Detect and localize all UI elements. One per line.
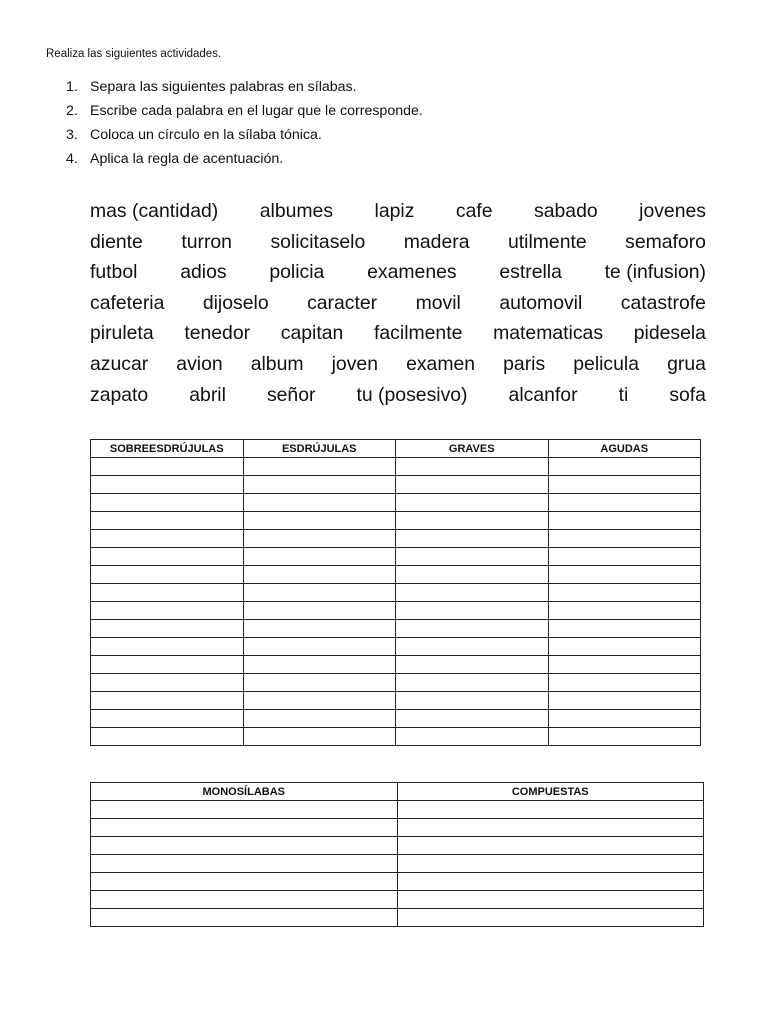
instructions-list — [66, 77, 423, 173]
table-header-row — [91, 783, 704, 801]
table-cell[interactable] — [91, 566, 244, 584]
word: azucar — [90, 352, 149, 375]
intro-text: Realiza las siguientes actividades. — [46, 48, 222, 60]
word: matematicas — [493, 322, 604, 345]
table-cell[interactable] — [91, 855, 398, 873]
table-cell[interactable] — [396, 458, 549, 476]
table-row — [91, 837, 704, 855]
table-cell[interactable] — [91, 494, 244, 512]
table-row — [91, 656, 701, 674]
word: tenedor — [184, 322, 251, 345]
table-cell[interactable] — [243, 656, 396, 674]
table-cell[interactable] — [548, 728, 701, 746]
table-cell[interactable] — [548, 692, 701, 710]
table-cell[interactable] — [91, 548, 244, 566]
word: grua — [667, 352, 706, 375]
table-cell[interactable] — [397, 837, 704, 855]
table-cell[interactable] — [548, 530, 701, 548]
instruction-item — [66, 77, 423, 101]
table-cell[interactable] — [397, 819, 704, 837]
word: cafe — [455, 200, 493, 222]
word: diente — [90, 230, 143, 253]
table-row — [91, 638, 701, 656]
table-cell[interactable] — [396, 692, 549, 710]
table-cell[interactable] — [91, 620, 244, 638]
word: sofa — [669, 383, 706, 406]
header-sobreesdrujulas: SOBREESDRÚJULAS — [91, 440, 244, 458]
table-cell[interactable] — [548, 584, 701, 602]
table-row — [91, 728, 701, 746]
word: examen — [406, 352, 476, 375]
table-cell[interactable] — [548, 620, 701, 638]
word: te (infusion) — [604, 261, 706, 284]
table-row — [91, 548, 701, 566]
table-row — [91, 855, 704, 873]
word: zapato — [90, 383, 149, 406]
instruction-text: Coloca un círculo en la sílaba tónica. — [90, 127, 322, 143]
table-cell[interactable] — [91, 837, 398, 855]
word: dijoselo — [202, 291, 269, 314]
word: albumes — [259, 200, 334, 222]
table-cell[interactable] — [91, 873, 398, 891]
table-cell[interactable] — [548, 476, 701, 494]
table-cell[interactable] — [243, 494, 396, 512]
word: paris — [503, 352, 546, 375]
word: automovil — [499, 291, 583, 314]
word: lapiz — [374, 200, 415, 222]
word: pidesela — [633, 322, 706, 345]
table-cell[interactable] — [91, 728, 244, 746]
header-monosilabas: MONOSÍLABAS — [91, 783, 398, 801]
table-cell[interactable] — [548, 548, 701, 566]
word-row — [90, 196, 706, 227]
table-cell[interactable] — [91, 584, 244, 602]
table-cell[interactable] — [396, 548, 549, 566]
word: movil — [415, 291, 461, 314]
table-cell[interactable] — [91, 909, 398, 927]
word: cafeteria — [90, 291, 165, 314]
table-cell[interactable] — [548, 674, 701, 692]
table-cell[interactable] — [91, 638, 244, 656]
table-cell[interactable] — [548, 494, 701, 512]
table-cell[interactable] — [91, 458, 244, 476]
word-row — [90, 288, 706, 319]
word: policia — [269, 261, 325, 284]
word: solicitaselo — [270, 230, 366, 253]
word: alcanfor — [508, 383, 578, 406]
word: examenes — [367, 261, 457, 284]
word-row — [90, 227, 706, 258]
word: album — [250, 352, 304, 375]
table-row — [91, 891, 704, 909]
table-cell[interactable] — [396, 476, 549, 494]
word: utilmente — [507, 230, 587, 253]
word-row — [90, 257, 706, 288]
word: estrella — [499, 261, 562, 284]
table-cell[interactable] — [243, 674, 396, 692]
header-agudas: AGUDAS — [548, 440, 701, 458]
word: facilmente — [374, 322, 463, 345]
table-cell[interactable] — [548, 638, 701, 656]
table-cell[interactable] — [548, 602, 701, 620]
table-cell[interactable] — [243, 620, 396, 638]
table-cell[interactable] — [396, 494, 549, 512]
table-cell[interactable] — [396, 512, 549, 530]
table-cell[interactable] — [243, 530, 396, 548]
table-cell[interactable] — [243, 710, 396, 728]
table-cell[interactable] — [396, 584, 549, 602]
table-row — [91, 620, 701, 638]
table-cell[interactable] — [397, 909, 704, 927]
word: señor — [266, 383, 316, 406]
word: mas (cantidad) — [90, 200, 219, 222]
table-cell[interactable] — [91, 476, 244, 494]
table-cell[interactable] — [243, 692, 396, 710]
table-cell[interactable] — [91, 819, 398, 837]
table-cell[interactable] — [396, 638, 549, 656]
table-cell[interactable] — [243, 638, 396, 656]
word-row — [90, 380, 706, 411]
instruction-text: Separa las siguientes palabras en sílabas. — [90, 79, 357, 95]
table-cell[interactable] — [91, 530, 244, 548]
table-row — [91, 909, 704, 927]
table-cell[interactable] — [91, 891, 398, 909]
word: caracter — [307, 291, 378, 314]
table-cell[interactable] — [243, 584, 396, 602]
table-header-row — [91, 440, 701, 458]
table-cell[interactable] — [91, 512, 244, 530]
table-row — [91, 873, 704, 891]
word-row — [90, 318, 706, 349]
table-cell[interactable] — [91, 801, 398, 819]
table-cell[interactable] — [396, 530, 549, 548]
word: madera — [403, 230, 470, 253]
table-cell[interactable] — [91, 692, 244, 710]
word: capitan — [280, 322, 344, 345]
word: semaforo — [625, 230, 706, 253]
table-row — [91, 710, 701, 728]
word: catastrofe — [620, 291, 706, 314]
table-cell[interactable] — [243, 548, 396, 566]
table-cell[interactable] — [396, 602, 549, 620]
header-compuestas: COMPUESTAS — [397, 783, 704, 801]
monosyllable-compound-table — [90, 782, 704, 927]
table-row — [91, 674, 701, 692]
table-cell[interactable] — [243, 728, 396, 746]
table-row — [91, 819, 704, 837]
instruction-item — [66, 101, 423, 125]
instruction-number: 4. — [66, 151, 78, 167]
table-cell[interactable] — [243, 602, 396, 620]
table-cell[interactable] — [243, 458, 396, 476]
instruction-item — [66, 149, 423, 173]
table-cell[interactable] — [243, 566, 396, 584]
table-row — [91, 801, 704, 819]
table-cell[interactable] — [91, 656, 244, 674]
word-list — [90, 196, 706, 410]
table-row — [91, 692, 701, 710]
table-row — [91, 458, 701, 476]
table-row — [91, 476, 701, 494]
word: futbol — [90, 261, 138, 284]
table-cell[interactable] — [548, 710, 701, 728]
instruction-text: Aplica la regla de acentuación. — [90, 151, 284, 167]
table-cell[interactable] — [397, 891, 704, 909]
table-cell[interactable] — [91, 674, 244, 692]
table-row — [91, 566, 701, 584]
table-cell[interactable] — [397, 801, 704, 819]
word: piruleta — [90, 322, 154, 345]
table-cell[interactable] — [397, 873, 704, 891]
header-graves: GRAVES — [396, 440, 549, 458]
table-cell[interactable] — [396, 674, 549, 692]
table-cell[interactable] — [396, 620, 549, 638]
table-cell[interactable] — [396, 728, 549, 746]
table-cell[interactable] — [548, 566, 701, 584]
table-cell[interactable] — [91, 710, 244, 728]
word: sabado — [534, 200, 598, 222]
instruction-number: 3. — [66, 127, 78, 143]
instruction-text: Escribe cada palabra en el lugar que le corresponde. — [90, 103, 423, 119]
table-cell[interactable] — [396, 566, 549, 584]
table-row — [91, 494, 701, 512]
table-cell[interactable] — [548, 512, 701, 530]
instruction-number: 1. — [66, 79, 78, 95]
table-cell[interactable] — [397, 855, 704, 873]
table-row — [91, 602, 701, 620]
word: adios — [180, 261, 227, 284]
word: jovenes — [639, 200, 706, 222]
instruction-number: 2. — [66, 103, 78, 119]
word: ti — [618, 383, 629, 406]
table-cell[interactable] — [243, 512, 396, 530]
accent-classification-table — [90, 439, 701, 746]
word: abril — [189, 383, 226, 406]
word: tu (posesivo) — [356, 383, 468, 406]
table-row — [91, 584, 701, 602]
word: pelicula — [573, 352, 640, 375]
table-row — [91, 512, 701, 530]
table-cell[interactable] — [548, 458, 701, 476]
word-row — [90, 349, 706, 380]
header-esdrujulas: ESDRÚJULAS — [243, 440, 396, 458]
instruction-item — [66, 125, 423, 149]
table-cell[interactable] — [91, 602, 244, 620]
word: turron — [181, 230, 232, 253]
table-row — [91, 530, 701, 548]
word: joven — [331, 352, 378, 375]
table-cell[interactable] — [243, 476, 396, 494]
table-cell[interactable] — [396, 656, 549, 674]
table-cell[interactable] — [548, 656, 701, 674]
word: avion — [176, 352, 223, 375]
table-cell[interactable] — [396, 710, 549, 728]
